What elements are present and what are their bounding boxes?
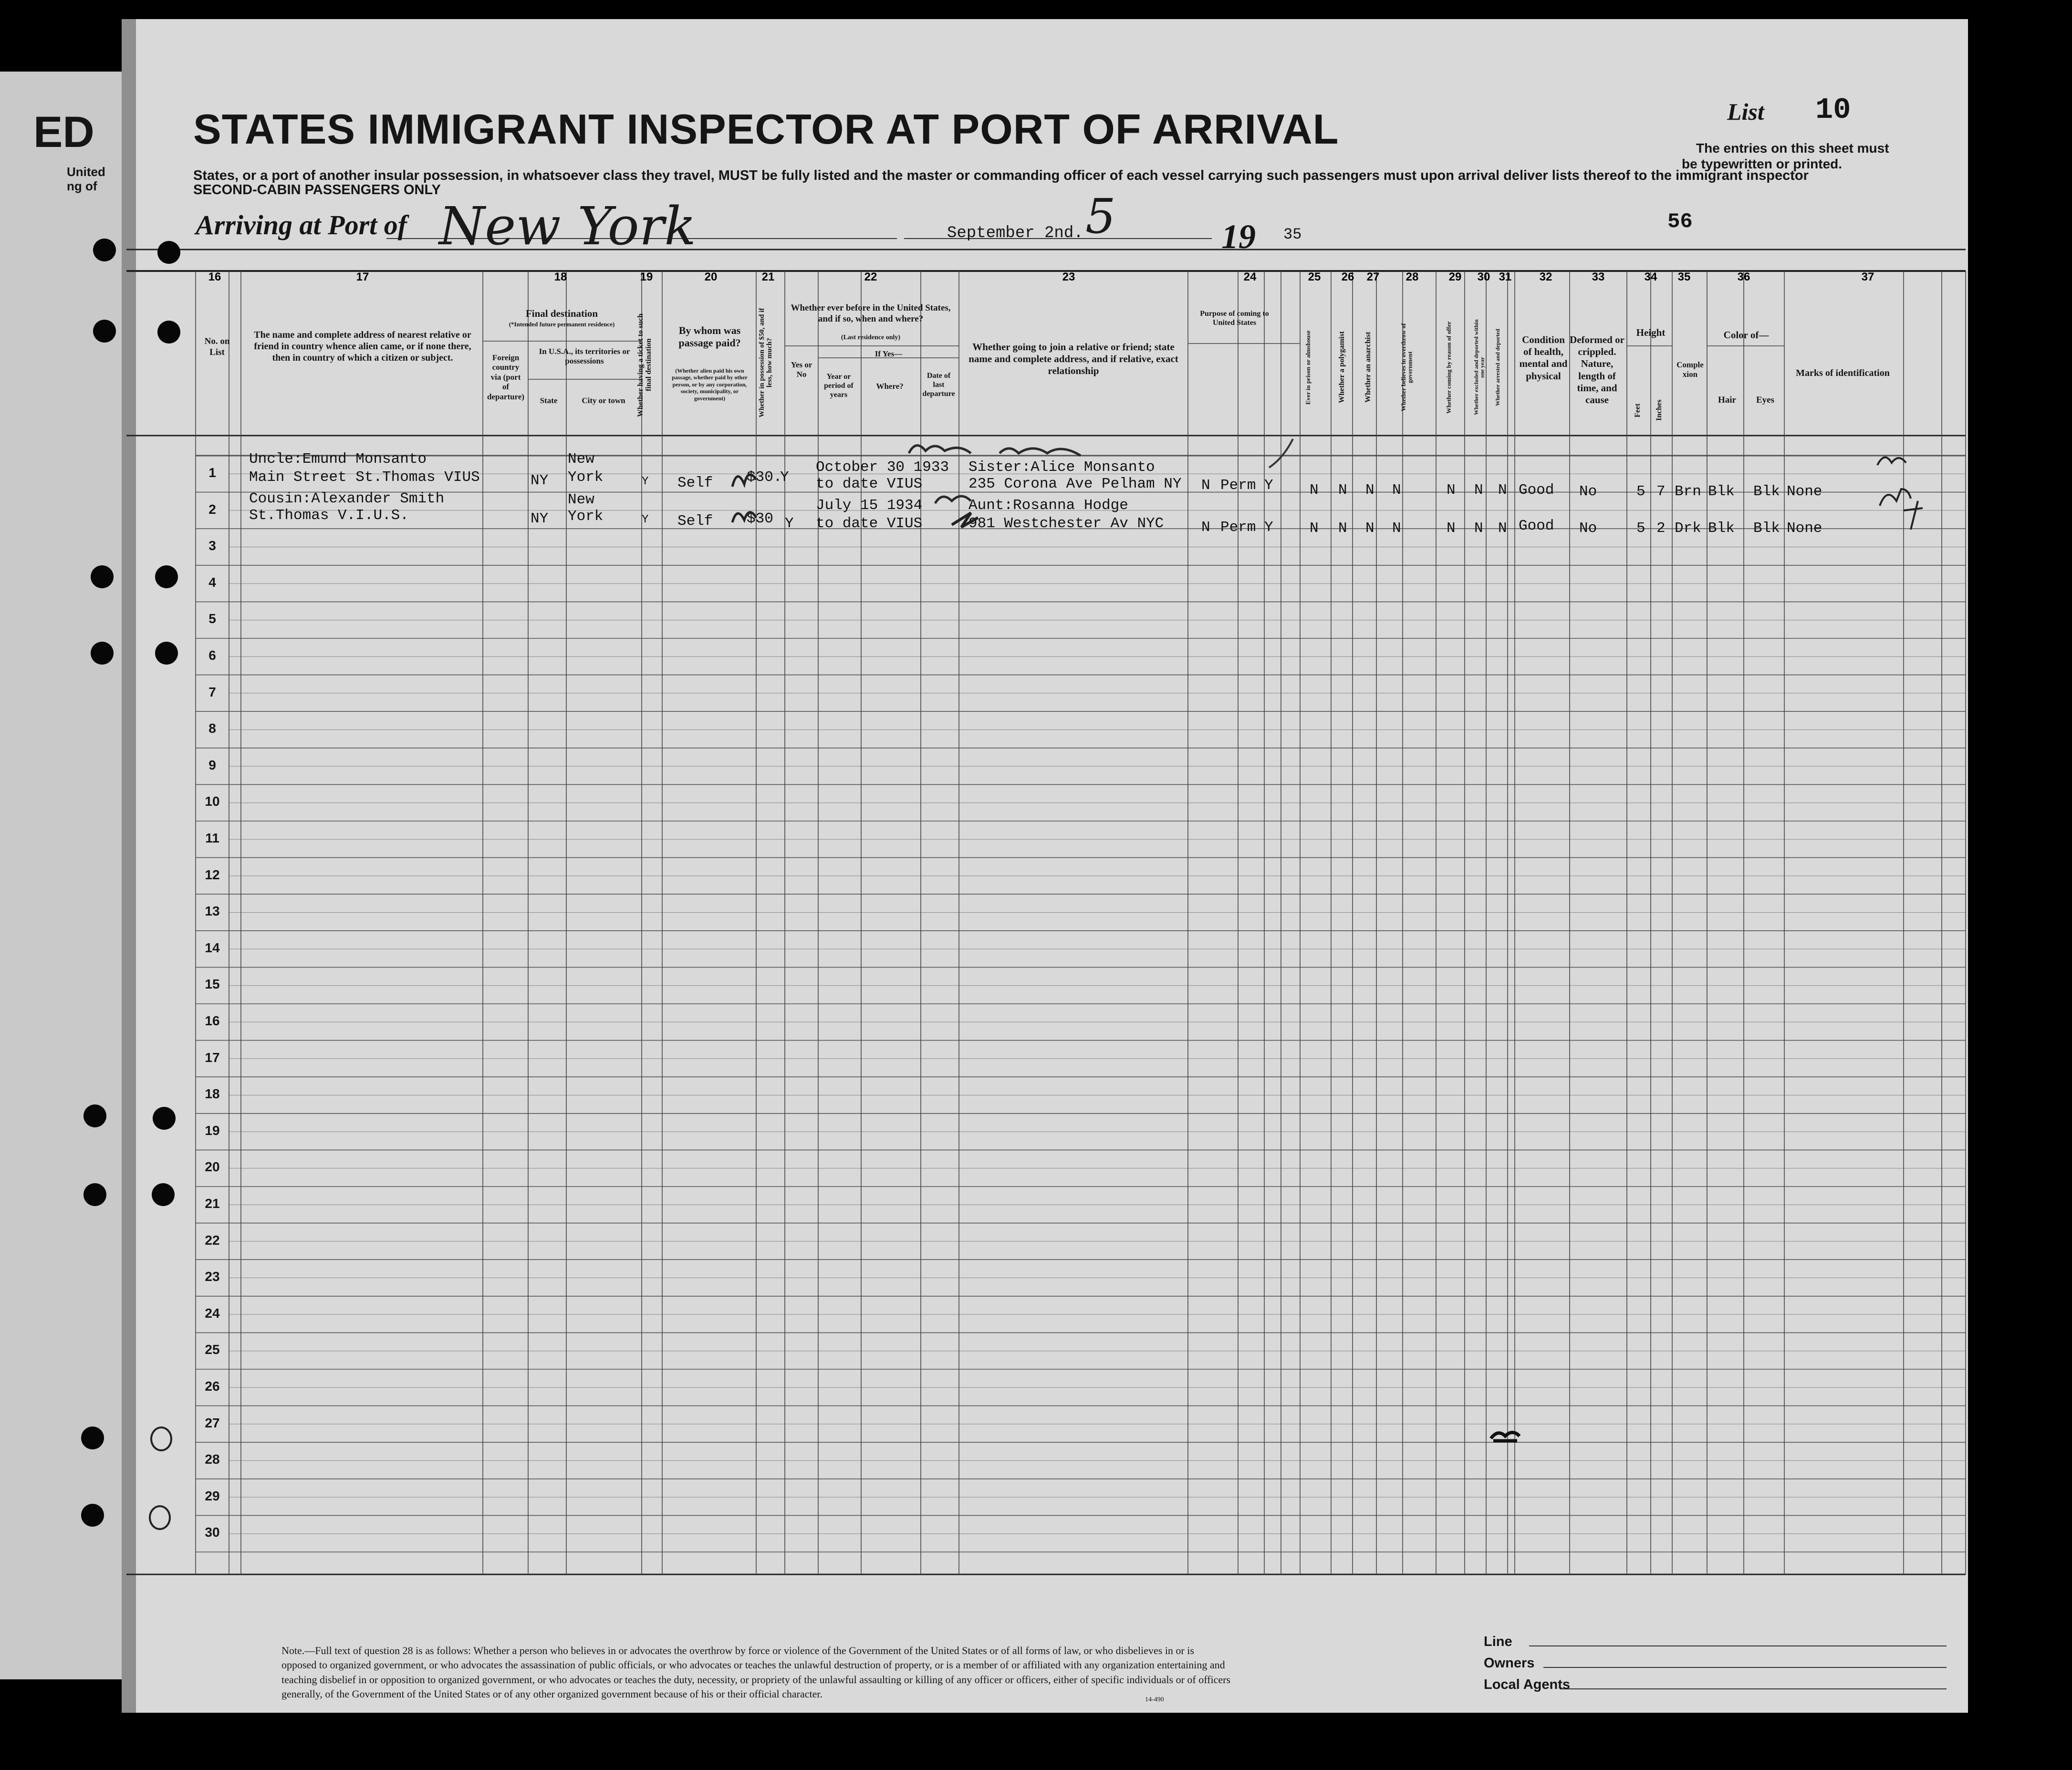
header-passage-paid: By whom was passage paid? bbox=[678, 324, 741, 349]
row-number: 2 bbox=[208, 501, 216, 517]
row-number: 28 bbox=[205, 1452, 220, 1467]
col-num-36: 36 bbox=[1737, 271, 1750, 283]
row2-join-line2: 981 Westchester Av NYC bbox=[968, 515, 1164, 532]
arriving-label: Arriving at Port of bbox=[196, 209, 407, 240]
col-num-23: 23 bbox=[1062, 271, 1075, 283]
header-city: City or town bbox=[582, 396, 625, 405]
row1-purpose-3: Y bbox=[1264, 477, 1273, 494]
header-foreign-country: Foreign country via (port of departure) bbox=[487, 353, 525, 401]
col-num-34: 34 bbox=[1644, 271, 1657, 283]
side-fragment: ED bbox=[33, 108, 94, 156]
header-offer: Whether coming by reason of offer bbox=[1445, 321, 1452, 414]
header-excluded: Whether excluded and deported within one year bbox=[1473, 319, 1486, 416]
instructions-line: States, or a port of another insular possession, in whatsoever class they travel, MUST be fully listed and the master or commanding officer of each vessel carrying such passengers must upon arrival deliver lists thereof to the immigrant inspector bbox=[193, 168, 1809, 183]
agents-label: Local Agents bbox=[1484, 1677, 1571, 1692]
row-number: 3 bbox=[208, 538, 216, 553]
row2-complexion: Drk bbox=[1675, 520, 1701, 537]
row2-relative-line2: St.Thomas V.I.U.S. bbox=[249, 507, 409, 524]
col-num-25: 25 bbox=[1308, 271, 1321, 283]
row1-before-yn: Y bbox=[780, 469, 789, 486]
header-in-usa: In U.S.A., its territories or possessions bbox=[539, 347, 630, 366]
row1-c26: N bbox=[1338, 482, 1347, 499]
header-hair: Hair bbox=[1718, 395, 1736, 405]
row-number: 27 bbox=[205, 1415, 220, 1430]
header-where: Where? bbox=[876, 382, 904, 391]
row2-c27: N bbox=[1365, 520, 1374, 537]
header-overthrow: Whether believes in overthrow of government bbox=[1400, 323, 1414, 412]
punch-hole bbox=[81, 1504, 104, 1527]
header-condition: Condition of health, mental and physical bbox=[1519, 334, 1568, 382]
row1-inches: 7 bbox=[1656, 483, 1666, 500]
row1-period-line1: October 30 1933 bbox=[816, 459, 949, 476]
row-number: 26 bbox=[205, 1379, 220, 1394]
header-yes-no: Yes or No bbox=[791, 360, 812, 379]
header-deformed: Deformed or crippled. Nature, length of time, and cause bbox=[1570, 334, 1624, 406]
header-passage-paid-note: (Whether alien paid his own passage, whether paid by other person, or by any corporation, society, municipality, or government) bbox=[672, 367, 748, 402]
row2-deformed: No bbox=[1579, 520, 1597, 537]
punch-hole bbox=[155, 565, 178, 588]
header-last-residence: (Last residence only) bbox=[841, 334, 901, 341]
punch-hole bbox=[152, 1183, 175, 1206]
punch-hole bbox=[157, 241, 180, 264]
year-prefix: 19 bbox=[1221, 218, 1256, 256]
header-complexion: Complexion bbox=[1676, 360, 1704, 379]
row1-c30: N bbox=[1474, 482, 1483, 499]
col-num-33: 33 bbox=[1592, 271, 1605, 283]
row1-ticket: Y bbox=[642, 475, 649, 488]
header-ticket: Whether having a ticket to such final destination bbox=[636, 313, 653, 417]
side-fragment-text-2: ng of bbox=[67, 179, 97, 193]
row2-purpose-3: Y bbox=[1264, 519, 1273, 536]
form-number: 14-490 bbox=[1145, 1696, 1164, 1703]
row1-marks: None bbox=[1787, 483, 1822, 500]
header-no-on-list: No. on List bbox=[204, 336, 230, 357]
punch-hole bbox=[83, 1183, 106, 1206]
header-year-period: Year or period of years bbox=[824, 373, 854, 399]
row-number: 7 bbox=[208, 684, 216, 699]
col-num-31: 31 bbox=[1499, 271, 1512, 283]
header-state: State bbox=[540, 396, 558, 405]
year-suffix: 35 bbox=[1283, 226, 1302, 243]
page-number: 56 bbox=[1667, 210, 1693, 234]
row1-money: $30. bbox=[747, 469, 782, 486]
header-feet: Feet bbox=[1634, 403, 1642, 417]
row1-c25: N bbox=[1310, 482, 1319, 499]
row1-complexion: Brn bbox=[1675, 483, 1701, 500]
row-number: 23 bbox=[205, 1269, 220, 1284]
row2-c30: N bbox=[1474, 520, 1483, 537]
header-if-yes: If Yes— bbox=[875, 349, 903, 358]
row1-c29: N bbox=[1447, 482, 1456, 499]
row-number: 12 bbox=[205, 867, 220, 882]
punch-hole bbox=[93, 320, 116, 343]
punch-hole bbox=[91, 565, 114, 588]
row2-c28: N bbox=[1392, 520, 1401, 537]
punch-hole bbox=[155, 642, 178, 665]
row-number: 20 bbox=[205, 1159, 220, 1175]
list-label: List bbox=[1727, 98, 1764, 125]
row2-relative-line1: Cousin:Alexander Smith bbox=[249, 490, 445, 507]
row1-city-line1: New bbox=[568, 451, 594, 468]
col-num-30: 30 bbox=[1477, 271, 1490, 283]
header-relative-address: The name and complete address of nearest relative or friend in country whence alien came, or if none there, then in country of which a citizen or subject. bbox=[254, 330, 471, 363]
header-purpose: Purpose of coming to United States bbox=[1200, 310, 1269, 327]
row2-c29: N bbox=[1447, 520, 1456, 537]
col-num-32: 32 bbox=[1539, 271, 1552, 283]
header-inches: Inches bbox=[1655, 399, 1663, 421]
typewritten-note: The entries on this sheet must bbox=[1696, 141, 1889, 156]
row1-c28: N bbox=[1392, 482, 1401, 499]
row2-health: Good bbox=[1519, 518, 1554, 534]
row1-relative-line2: Main Street St.Thomas VIUS bbox=[249, 469, 480, 486]
row1-hair: Blk bbox=[1708, 483, 1735, 500]
row-number: 21 bbox=[205, 1196, 220, 1211]
row2-inches: 2 bbox=[1656, 520, 1666, 537]
row2-period-line2: to date VIUS bbox=[816, 515, 923, 532]
row2-purpose-2: Perm bbox=[1220, 519, 1256, 536]
page-title: STATES IMMIGRANT INSPECTOR AT PORT OF ARRIVAL bbox=[193, 105, 1339, 153]
footer-note: Note.—Full text of question 28 is as follows: Whether a person who believes in or advocates the overthrow by force or violence of the Government of the United States or of all forms of law, or who disbelieves in or is opposed to organized government, or who advocates the assassination of public officials, or who advocates or teaches the unlawful destruction of property, or is a member of or affiliated with any organization entertaining and teaching disbelief in or opposition to organized government, or who advocates or teaches the duty, necessity, or propriety of the unlawful assaulting or killing of any officer or officers, either of specific individuals or of officers generally, of the Government of the United States or of any other organized government because of his or their official character. bbox=[281, 1645, 1231, 1700]
row2-c31: N bbox=[1498, 520, 1507, 537]
punch-hole bbox=[149, 1505, 171, 1530]
col-num-21: 21 bbox=[761, 271, 775, 283]
line-label: Line bbox=[1484, 1634, 1512, 1649]
header-prison: Ever in prison or almshouse bbox=[1304, 330, 1312, 405]
punch-hole bbox=[83, 1104, 106, 1127]
row-number: 17 bbox=[205, 1050, 220, 1065]
header-final-destination-note: (*Intended future permanent residence) bbox=[509, 321, 615, 328]
header-height: Height bbox=[1636, 327, 1666, 338]
row2-hair: Blk bbox=[1708, 520, 1735, 537]
row-number: 14 bbox=[205, 940, 220, 955]
row1-period-line2: to date VIUS bbox=[816, 476, 923, 492]
col-num-22: 22 bbox=[864, 271, 877, 283]
row-number: 19 bbox=[205, 1123, 220, 1138]
row-number: 30 bbox=[205, 1525, 220, 1540]
row1-join-line1: Sister:Alice Monsanto bbox=[968, 459, 1155, 476]
row2-feet: 5 bbox=[1636, 520, 1645, 537]
row-number: 6 bbox=[208, 648, 216, 663]
row2-paid-by: Self bbox=[677, 513, 713, 530]
col-num-16: 16 bbox=[208, 271, 221, 283]
col-num-37: 37 bbox=[1861, 271, 1874, 283]
owners-label: Owners bbox=[1484, 1655, 1535, 1671]
row-number: 10 bbox=[205, 794, 220, 809]
row-number: 13 bbox=[205, 904, 220, 919]
header-final-destination: Final destination bbox=[525, 308, 598, 319]
row-number: 22 bbox=[205, 1232, 220, 1248]
row2-eyes: Blk bbox=[1753, 520, 1780, 537]
row1-eyes: Blk bbox=[1753, 483, 1780, 500]
punch-hole bbox=[81, 1426, 104, 1449]
col-num-29: 29 bbox=[1448, 271, 1462, 283]
row2-join-line1: Aunt:Rosanna Hodge bbox=[968, 497, 1128, 514]
side-fragment-text: United bbox=[67, 165, 105, 179]
row1-city-line2: York bbox=[568, 469, 604, 486]
row1-health: Good bbox=[1519, 482, 1554, 499]
arrival-day-handwritten: 5 bbox=[1085, 188, 1116, 244]
row-number: 24 bbox=[205, 1305, 220, 1321]
row2-state: NY bbox=[531, 510, 549, 527]
header-join-relative: Whether going to join a relative or friend; state name and complete address, and if relative, exact relationship bbox=[968, 341, 1178, 377]
row1-deformed: No bbox=[1579, 483, 1597, 500]
list-number: 10 bbox=[1815, 93, 1851, 127]
col-num-35: 35 bbox=[1677, 271, 1691, 283]
row1-state: NY bbox=[531, 472, 549, 489]
header-polygamist: Whether a polygamist bbox=[1338, 331, 1346, 404]
col-num-18: 18 bbox=[554, 271, 567, 283]
punch-hole bbox=[91, 642, 114, 665]
header-marks: Marks of identification bbox=[1796, 368, 1890, 378]
row1-c27: N bbox=[1365, 482, 1374, 499]
row-number: 4 bbox=[208, 574, 216, 590]
arrival-date: September 2nd. bbox=[947, 224, 1083, 242]
header-deported: Whether arrested and deported bbox=[1494, 329, 1501, 406]
port-of-arrival: New York bbox=[439, 196, 696, 257]
row2-money: $30 bbox=[747, 510, 773, 527]
row2-c26: N bbox=[1338, 520, 1347, 537]
row2-period-line1: July 15 1934 bbox=[816, 497, 923, 514]
row2-marks: None bbox=[1787, 520, 1822, 537]
header-before-in-us: Whether ever before in the United States, and if so, when and where? bbox=[791, 303, 951, 324]
header-money: Whether in possession of $50, and if less, how much? bbox=[758, 308, 773, 417]
row-number: 8 bbox=[208, 721, 216, 736]
row1-relative-line1: Uncle:Emund Monsanto bbox=[249, 451, 427, 468]
col-num-26: 26 bbox=[1341, 271, 1354, 283]
row-number: 11 bbox=[205, 831, 219, 845]
punch-hole bbox=[157, 321, 180, 344]
punch-hole bbox=[93, 239, 116, 261]
col-num-28: 28 bbox=[1406, 271, 1419, 283]
typewritten-note-2: be typewritten or printed. bbox=[1682, 156, 1843, 171]
row-number: 18 bbox=[205, 1086, 220, 1102]
header-anarchist: Whether an anarchist bbox=[1364, 332, 1372, 403]
row1-c31: N bbox=[1498, 482, 1507, 499]
row1-join-line2: 235 Corona Ave Pelham NY bbox=[968, 476, 1182, 492]
row-number: 29 bbox=[205, 1488, 220, 1503]
punch-hole bbox=[150, 1426, 172, 1451]
row2-before-yn: Y bbox=[785, 515, 794, 532]
row2-c25: N bbox=[1310, 520, 1319, 537]
col-num-27: 27 bbox=[1366, 271, 1380, 283]
col-num-20: 20 bbox=[704, 271, 718, 283]
row-number: 5 bbox=[208, 611, 216, 626]
header-last-departure: Date of last departure bbox=[922, 372, 955, 398]
row1-purpose-2: Perm bbox=[1220, 477, 1256, 494]
punch-hole bbox=[153, 1107, 176, 1130]
row-number: 1 bbox=[208, 465, 216, 480]
col-num-17: 17 bbox=[356, 271, 369, 283]
row2-ticket: Y bbox=[642, 513, 649, 526]
row-number: 9 bbox=[208, 757, 216, 772]
row2-city-line2: York bbox=[568, 508, 604, 525]
header-eyes: Eyes bbox=[1756, 395, 1774, 405]
row-number: 25 bbox=[205, 1342, 220, 1357]
header-color-of: Color of— bbox=[1723, 329, 1769, 341]
col-num-19: 19 bbox=[640, 271, 653, 283]
row1-feet: 5 bbox=[1636, 483, 1645, 500]
col-num-24: 24 bbox=[1243, 271, 1257, 283]
row-number: 16 bbox=[205, 1013, 220, 1028]
row1-purpose-1: N bbox=[1201, 477, 1210, 494]
passenger-class-line: SECOND-CABIN PASSENGERS ONLY bbox=[193, 182, 441, 198]
row1-paid-by: Self bbox=[677, 475, 713, 491]
row-number: 15 bbox=[205, 977, 220, 992]
row2-city-line1: New bbox=[568, 491, 594, 508]
row2-purpose-1: N bbox=[1201, 519, 1210, 536]
